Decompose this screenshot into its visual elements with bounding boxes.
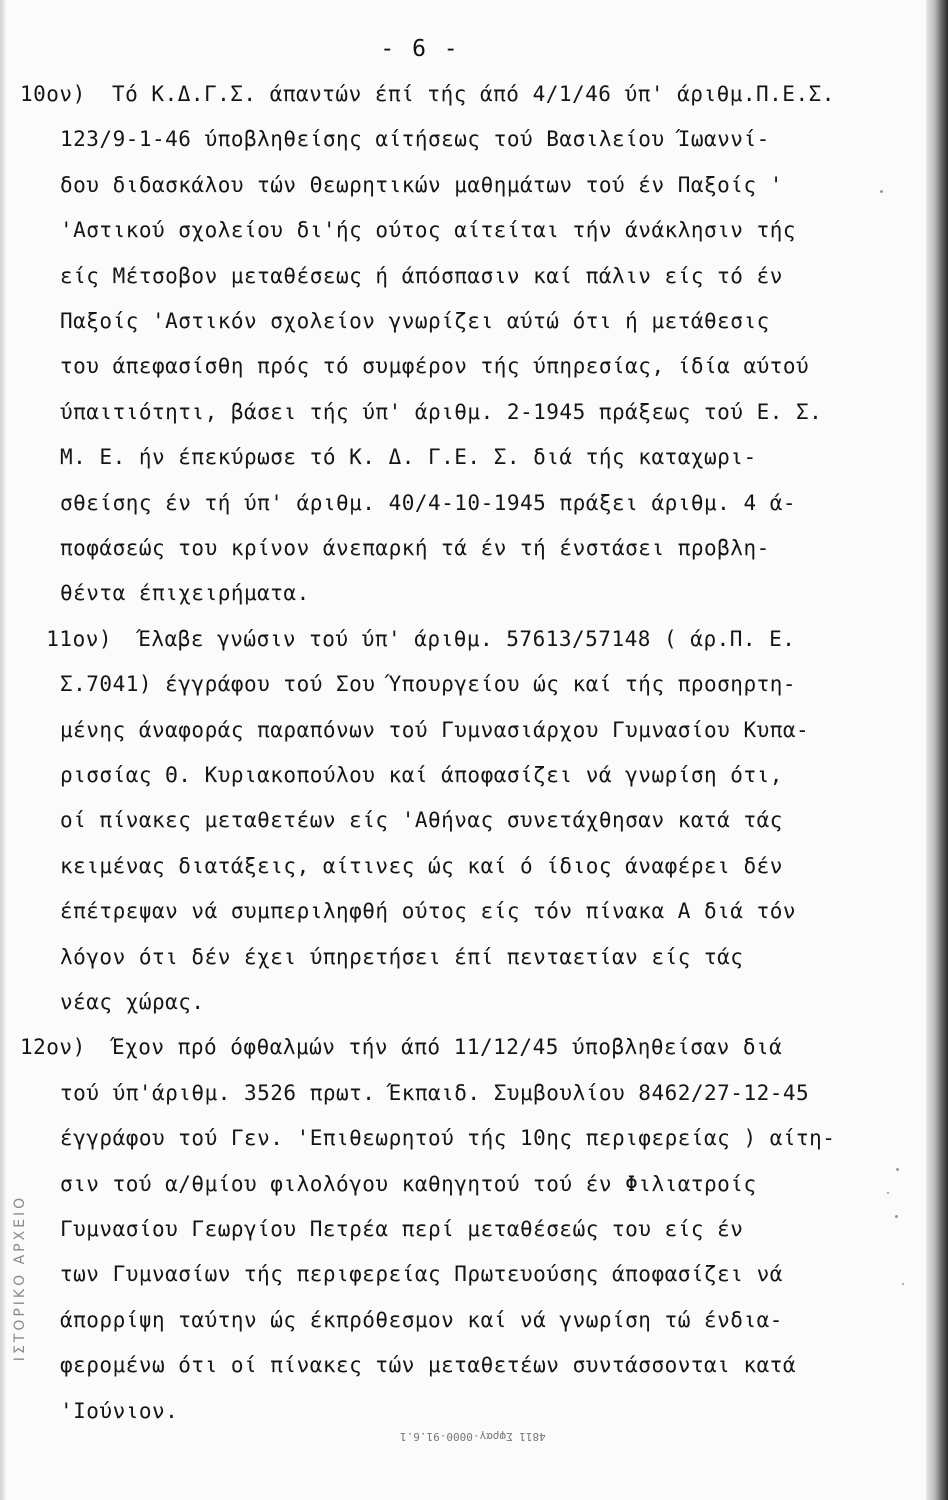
scan-speck: [887, 1192, 889, 1194]
text-line: του άπεφασίσθη πρός τό συμφέρον τής ύπηρεσίας, ίδία αύτού: [60, 354, 810, 378]
scan-left-edge: [0, 0, 6, 1500]
text-line: ποφάσεώς του κρίνον άνεπαρκή τά έν τή ένστάσει προβλη-: [60, 536, 770, 560]
scan-binding-edge: [926, 0, 948, 1500]
text-line: 'Αστικού σχολείου δι'ής ούτος αίτείται τήν άνάκλησιν τής: [60, 218, 797, 242]
text-line: σθείσης έν τή ύπ' άριθμ. 40/4-10-1945 πράξει άριθμ. 4 ά-: [60, 491, 797, 515]
text-line: νέας χώρας.: [60, 990, 205, 1014]
side-archive-stamp: ΙΣΤΟΡΙΚΟ ΑΡΧΕΙΟ: [12, 1194, 28, 1362]
page-number: - 6 -: [380, 36, 460, 62]
text-line: ύπαιτιότητι, βάσει τής ύπ' άριθμ. 2-1945 πράξεως τού Ε. Σ.: [60, 400, 823, 424]
text-line: ρισσίας Θ. Κυριακοπούλου καί άποφασίζει νά γνωρίση ότι,: [60, 763, 783, 787]
text-line: των Γυμνασίων τής περιφερείας Πρωτευούσης άποφασίζει νά: [60, 1262, 783, 1286]
text-line: μένης άναφοράς παραπόνων τού Γυμνασιάρχου Γυμνασίου Κυπα-: [60, 718, 810, 742]
text-line: είς Μέτσοβον μεταθέσεως ή άπόσπασιν καί πάλιν είς τό έν: [60, 264, 783, 288]
scan-speck: [880, 190, 883, 193]
text-line: έγγράφου τού Γεν. 'Επιθεωρητού τής 10ης περιφερείας ) αίτη-: [60, 1126, 836, 1150]
text-line: οί πίνακες μεταθετέων είς 'Αθήνας συνετάχθησαν κατά τάς: [60, 808, 783, 832]
text-line: Μ. Ε. ήν έπεκύρωσε τό Κ. Δ. Γ.Ε. Σ. διά τής καταχωρι-: [60, 445, 757, 469]
text-line: άπορρίψη ταύτην ώς έκπρόθεσμον καί νά γνωρίση τώ ένδια-: [60, 1308, 783, 1332]
text-line: 123/9-1-46 ύποβληθείσης αίτήσεως τού Βασιλείου Ίωαννί-: [60, 127, 770, 151]
text-line: 12ον) Έχον πρό όφθαλμών τήν άπό 11/12/45 ύποβληθείσαν διά: [20, 1035, 783, 1059]
bottom-print-stamp: 4811 Σφραγ-0000-91.6.1: [400, 1430, 546, 1443]
scan-speck: [895, 1215, 898, 1218]
text-line: 'Ιούνιον.: [60, 1399, 179, 1423]
text-line: έπέτρεψαν νά συμπεριληφθή ούτος είς τόν πίνακα Α διά τόν: [60, 899, 797, 923]
text-line: Σ.7041) έγγράφου τού Σου Ύπουργείου ώς καί τής προσηρτη-: [60, 672, 797, 696]
text-line: λόγον ότι δέν έχει ύπηρετήσει έπί πενταετίαν είς τάς: [60, 945, 744, 969]
text-line: τού ύπ'άριθμ. 3526 πρωτ. Έκπαιδ. Συμβουλίου 8462/27-12-45: [60, 1081, 810, 1105]
scan-speck: [896, 1168, 899, 1171]
scan-speck: [902, 1283, 904, 1285]
text-line: Γυμνασίου Γεωργίου Πετρέα περί μεταθέσεώς του είς έν: [60, 1217, 744, 1241]
text-line: κειμένας διατάξεις, αίτινες ώς καί ό ίδιος άναφέρει δέν: [60, 854, 783, 878]
text-line: 10ον) Τό Κ.Δ.Γ.Σ. άπαντών έπί τής άπό 4/1/46 ύπ' άριθμ.Π.Ε.Σ.: [20, 82, 835, 106]
text-line: σιν τού α/θμίου φιλολόγου καθηγητού τού έν Φιλιατροίς: [60, 1172, 757, 1196]
text-line: δου διδασκάλου τών Θεωρητικών μαθημάτων τού έν Παξοίς ': [60, 173, 783, 197]
text-line: 11ον) Έλαβε γνώσιν τού ύπ' άριθμ. 57613/57148 ( άρ.Π. Ε.: [20, 627, 796, 651]
text-line: θέντα έπιχειρήματα.: [60, 581, 310, 605]
text-line: φερομένω ότι οί πίνακες τών μεταθετέων συντάσσονται κατά: [60, 1353, 797, 1377]
text-line: Παξοίς 'Αστικόν σχολείον γνωρίζει αύτώ ότι ή μετάθεσις: [60, 309, 770, 333]
